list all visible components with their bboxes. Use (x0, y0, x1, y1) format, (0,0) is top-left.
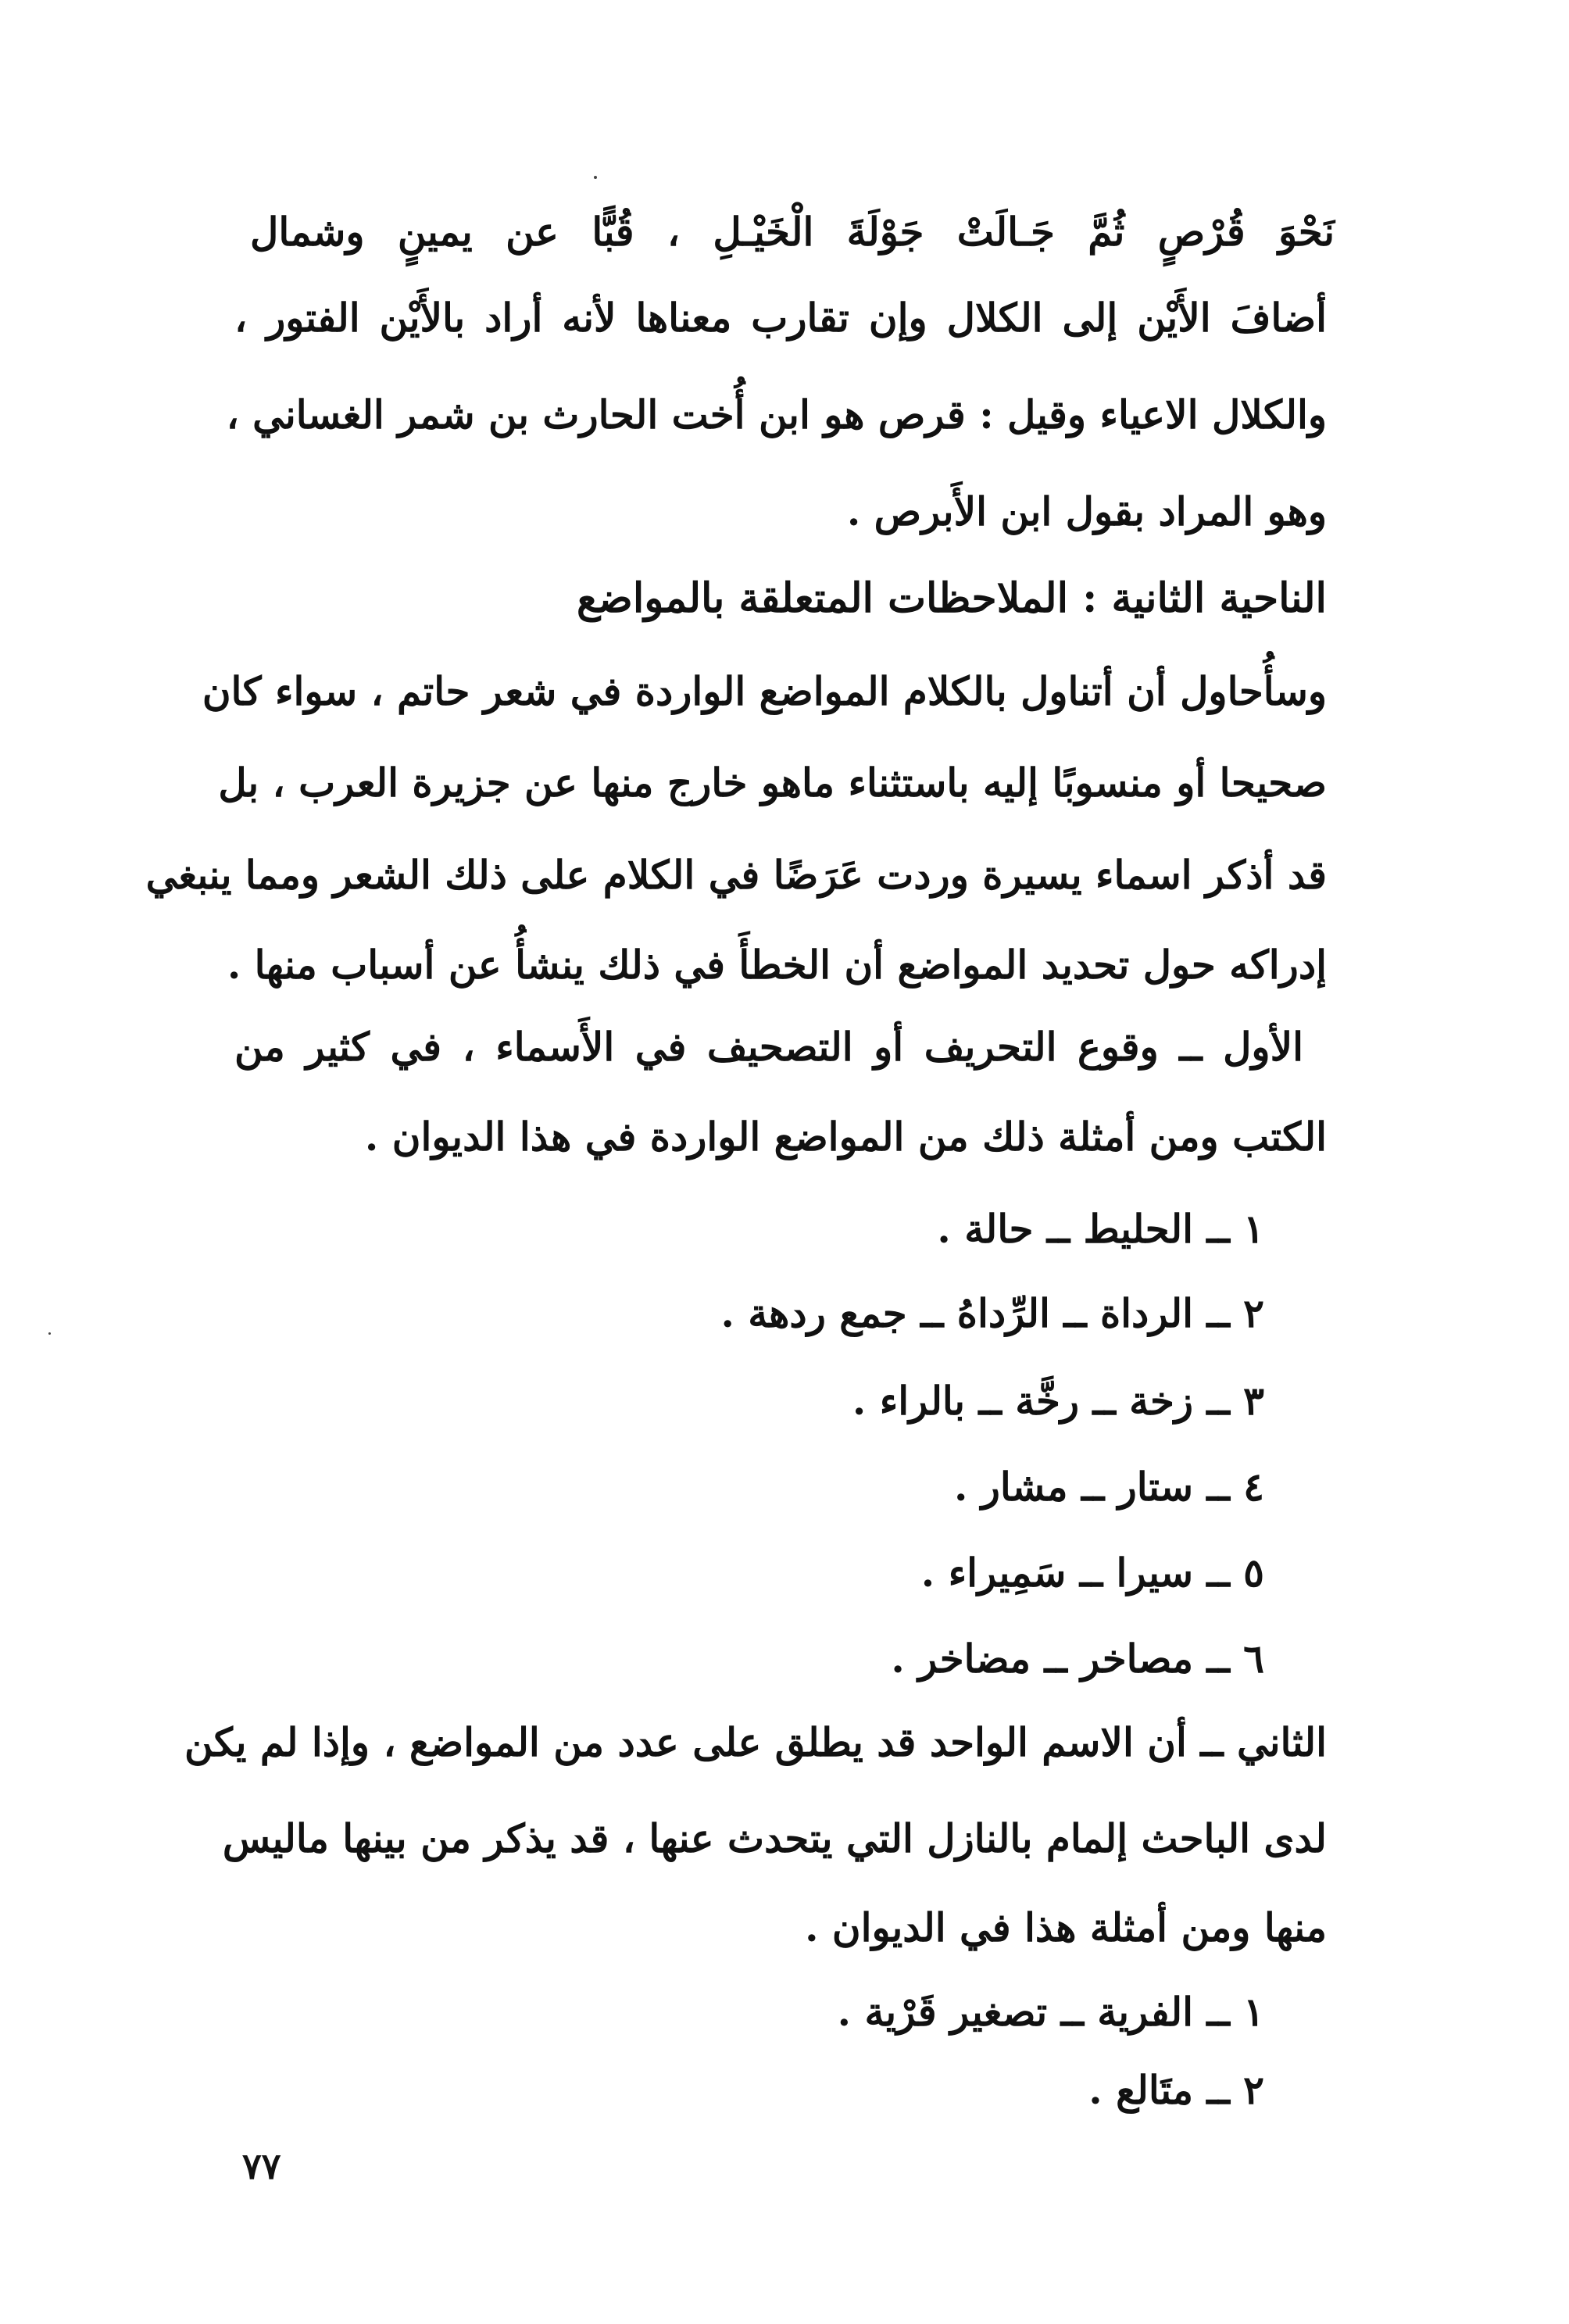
text-line: والكلال الاعياء وقيل : قرص هو ابن أُخت الحارث بن شمر الغساني ، (226, 392, 1327, 438)
text-line: الكتب ومن أمثلة ذلك من المواضع الواردة في هذا الديوان . (364, 1114, 1327, 1160)
list-item: ٥ ــ سيرا ــ سَمِيراء . (920, 1550, 1264, 1596)
list-item: ٦ ــ مصاخر ــ مضاخر . (891, 1636, 1264, 1682)
section-heading: الناحية الثانية : الملاحظات المتعلقة بالمواضع (577, 574, 1327, 622)
text-line: وسأُحاول أن أتناول بالكلام المواضع الواردة في شعر حاتم ، سواء كان (202, 668, 1327, 714)
text-line: قد أذكر اسماء يسيرة وردت عَرَضًا في الكلام على ذلك الشعر ومما ينبغي (145, 852, 1327, 898)
text-line: الثاني ــ أن الاسم الواحد قد يطلق على عدد من المواضع ، وإذا لم يكن (184, 1719, 1327, 1765)
page-number: ٧٧ (242, 2145, 281, 2187)
list-item: ٢ ــ متَالع . (1088, 2067, 1264, 2113)
text-line: صحيحا أو منسوبًا إليه باستثناء ماهو خارج منها عن جزيرة العرب ، بل (218, 760, 1327, 806)
list-item: ١ ــ الحليط ــ حالة . (937, 1206, 1264, 1252)
text-line: إدراكه حول تحديد المواضع أن الخطأَ في ذلك ينشأُ عن أسباب منها . (227, 942, 1327, 988)
text-line: وهو المراد بقول ابن الأَبرص . (846, 488, 1327, 535)
list-item: ٤ ــ ستار ــ مشار . (953, 1464, 1264, 1510)
list-item: ٢ ــ الرداة ــ الرِّداهُ ــ جمع ردهة . (720, 1290, 1264, 1336)
scan-speck (48, 1332, 51, 1335)
text-line: لدى الباحث إلمام بالنازل التي يتحدث عنها ، قد يذكر من بينها ماليس (222, 1815, 1327, 1861)
text-line: منها ومن أمثلة هذا في الديوان . (805, 1904, 1327, 1950)
scan-speck (594, 176, 597, 179)
text-line: أضافَ الأَيْن إلى الكلال وإن تقارب معناها لأنه أراد بالأَيْن الفتور ، (234, 295, 1327, 341)
verse-line: نَحْوَ قُرْصٍ ثُمَّ جَـالَتْ جَوْلَةَ الْخَيْـلِ ، قُبًّا عن يمينٍ وشمال (250, 209, 1335, 255)
list-item: ١ ــ الفرية ــ تصغير قَرْية . (837, 1989, 1264, 2035)
text-line: الأول ــ وقوع التحريف أو التصحيف في الأَسماء ، في كثير من (234, 1024, 1303, 1070)
list-item: ٣ ــ زخة ــ رخَّة ــ بالراء . (852, 1378, 1264, 1424)
